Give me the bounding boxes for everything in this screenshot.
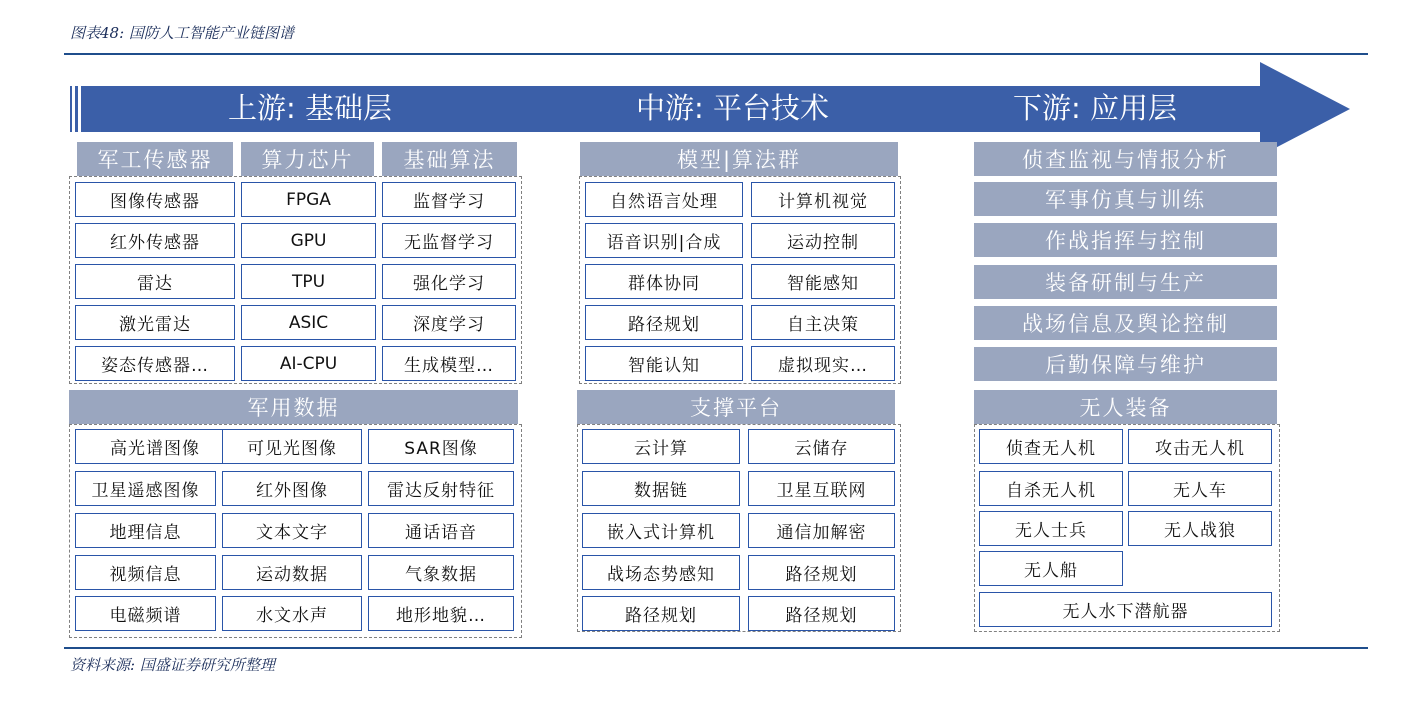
chip-item: AI-CPU <box>241 346 376 381</box>
model-item: 智能感知 <box>751 264 895 299</box>
data-item: 红外图像 <box>222 471 362 506</box>
data-item: 运动数据 <box>222 555 362 590</box>
platform-item: 通信加解密 <box>748 513 895 548</box>
model-item: 语音识别|合成 <box>585 223 743 258</box>
unmanned-item: 侦查无人机 <box>979 429 1123 464</box>
chip-item: TPU <box>241 264 376 299</box>
unmanned-item: 攻击无人机 <box>1128 429 1272 464</box>
application-item: 作战指挥与控制 <box>974 223 1277 257</box>
unmanned-item: 自杀无人机 <box>979 471 1123 506</box>
model-item: 虚拟现实… <box>751 346 895 381</box>
source-note: 资料来源: 国盛证券研究所整理 <box>70 656 275 674</box>
application-item: 后勤保障与维护 <box>974 347 1277 381</box>
data-item: 电磁频谱 <box>75 596 216 631</box>
figure-title: 图表48: 国防人工智能产业链图谱 <box>70 24 294 42</box>
data-item: 气象数据 <box>368 555 514 590</box>
platform-item: 路径规划 <box>748 555 895 590</box>
platform-item: 卫星互联网 <box>748 471 895 506</box>
model-item: 运动控制 <box>751 223 895 258</box>
algorithm-item: 深度学习 <box>382 305 516 340</box>
data-item: SAR图像 <box>368 429 514 464</box>
platform-item: 云储存 <box>748 429 895 464</box>
platform-item: 路径规划 <box>582 596 740 631</box>
chip-item: ASIC <box>241 305 376 340</box>
unmanned-item: 无人战狼 <box>1128 511 1272 546</box>
platform-item: 数据链 <box>582 471 740 506</box>
model-item: 自然语言处理 <box>585 182 743 217</box>
military-data-header: 军用数据 <box>69 390 518 424</box>
data-item: 地形地貌… <box>368 596 514 631</box>
platform-item: 路径规划 <box>748 596 895 631</box>
algorithm-item: 强化学习 <box>382 264 516 299</box>
data-item: 可见光图像 <box>222 429 362 464</box>
application-item: 军事仿真与训练 <box>974 182 1277 216</box>
unmanned-wide-item: 无人水下潜航器 <box>979 592 1272 627</box>
top-rule <box>64 53 1368 55</box>
data-item: 水文水声 <box>222 596 362 631</box>
unmanned-item: 无人士兵 <box>979 511 1123 546</box>
platforms-header: 支撑平台 <box>577 390 895 424</box>
upstream-label: 上游: 基础层 <box>228 91 392 125</box>
algorithm-item: 无监督学习 <box>382 223 516 258</box>
model-item: 路径规划 <box>585 305 743 340</box>
unmanned-header: 无人装备 <box>974 390 1277 424</box>
data-item: 地理信息 <box>75 513 216 548</box>
arrow-stripe-2 <box>78 86 81 132</box>
algorithm-item: 监督学习 <box>382 182 516 217</box>
chip-item: FPGA <box>241 182 376 217</box>
downstream-label: 下游: 应用层 <box>1013 91 1177 125</box>
application-item: 装备研制与生产 <box>974 265 1277 299</box>
sensor-item: 激光雷达 <box>75 305 235 340</box>
data-item: 雷达反射特征 <box>368 471 514 506</box>
data-item: 高光谱图像 <box>75 429 235 464</box>
bottom-rule <box>64 647 1368 649</box>
sensors-header: 军工传感器 <box>77 142 233 176</box>
platform-item: 嵌入式计算机 <box>582 513 740 548</box>
compute-header: 算力芯片 <box>241 142 374 176</box>
models-header: 模型|算法群 <box>580 142 898 176</box>
algorithm-item: 生成模型… <box>382 346 516 381</box>
data-item: 卫星遥感图像 <box>75 471 216 506</box>
midstream-label: 中游: 平台技术 <box>636 91 829 125</box>
model-item: 群体协同 <box>585 264 743 299</box>
sensor-item: 雷达 <box>75 264 235 299</box>
chip-item: GPU <box>241 223 376 258</box>
unmanned-item: 无人船 <box>979 551 1123 586</box>
unmanned-item: 无人车 <box>1128 471 1272 506</box>
model-item: 智能认知 <box>585 346 743 381</box>
platform-item: 云计算 <box>582 429 740 464</box>
application-item: 侦查监视与情报分析 <box>974 142 1277 176</box>
application-item: 战场信息及舆论控制 <box>974 306 1277 340</box>
sensor-item: 红外传感器 <box>75 223 235 258</box>
sensor-item: 姿态传感器… <box>75 346 235 381</box>
data-item: 文本文字 <box>222 513 362 548</box>
model-item: 计算机视觉 <box>751 182 895 217</box>
algorithms-header: 基础算法 <box>382 142 517 176</box>
platform-item: 战场态势感知 <box>582 555 740 590</box>
data-item: 视频信息 <box>75 555 216 590</box>
model-item: 自主决策 <box>751 305 895 340</box>
data-item: 通话语音 <box>368 513 514 548</box>
sensor-item: 图像传感器 <box>75 182 235 217</box>
arrow-stripe-1 <box>72 86 75 132</box>
